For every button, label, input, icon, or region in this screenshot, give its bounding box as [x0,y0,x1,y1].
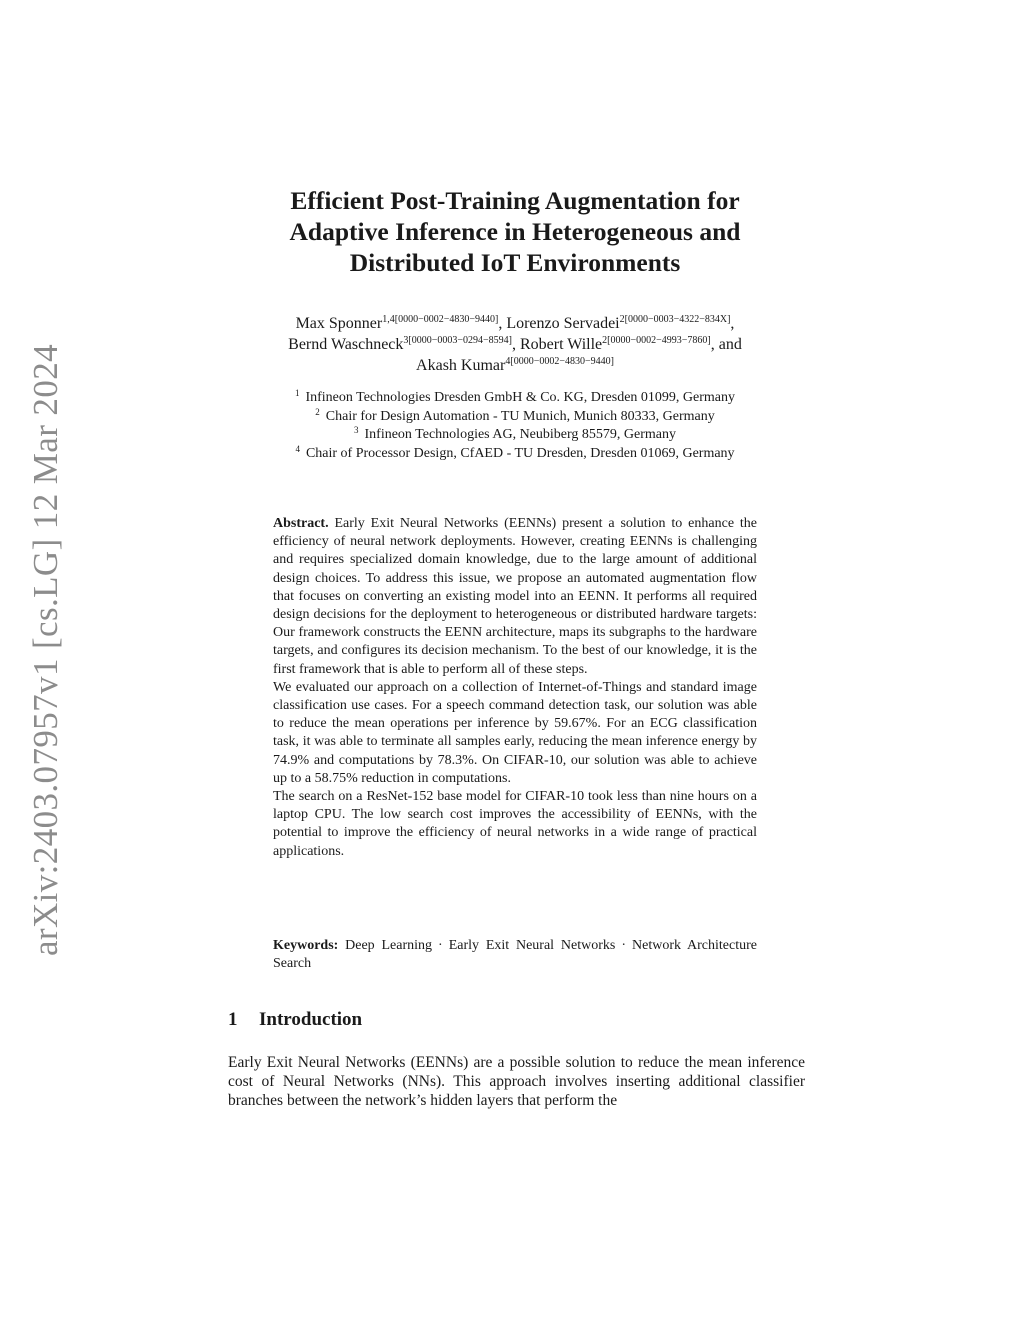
introduction-paragraph: Early Exit Neural Networks (EENNs) are a possible solution to reduce the mean inference cost of Neural Networks (NNs). This approach involves inserting additional classifier branches between the network’s hidden layers that perform the [228,1054,805,1109]
affiliation-text: Chair for Design Automation - TU Munich, Munich 80333, Germany [325,408,715,424]
title-line: Efficient Post-Training Augmentation for [290,186,740,215]
author-line [200,334,830,355]
author-separator: , [730,315,735,332]
arxiv-identifier-stamp [24,343,68,957]
affiliation-text: Chair of Processor Design, CfAED - TU Dresden, Dresden 01069, Germany [305,445,735,461]
abstract-paragraph: We evaluated our approach on a collection of Internet-of-Things and standard image classification use cases. For a speech command detection task, our solution was able to reduce the mean operations per inference by 59.67%. For an ECG classification task, it was able to terminate all samples early, reducing the mean inference energy by 74.9% and computations by 78.3%. On CIFAR-10, our solution was able to achieve up to a 58.75% reduction in computations. [273,679,757,786]
affiliation-item [200,408,830,427]
author-superscript: 2[0000−0002−4993−7860] [602,335,711,346]
keyword-item: Deep Learning [345,938,433,953]
affiliation-number: 1 [294,388,300,398]
affiliation-number: 4 [295,443,300,454]
keyword-item: Network Architecture Search [273,938,757,972]
author-superscript: 1,4[0000−0002−4830−9440] [382,314,499,325]
author-list [200,313,830,376]
author-name: Max Sponner [295,315,383,332]
author-name: Akash Kumar [416,357,506,374]
author-line [200,355,830,376]
author-superscript: 3[0000−0003−0294−8594] [403,335,512,346]
affiliation-number: 3 [354,425,359,435]
affiliation-text: Infineon Technologies Dresden GmbH & Co. KG, Dresden 01099, Germany [305,390,736,405]
arxiv-identifier-text: arXiv:2403.07957v1 [cs.LG] 12 Mar 2024 [26,343,66,957]
abstract [273,515,757,861]
introduction-body [228,1054,805,1110]
title-line: Adaptive Inference in Heterogeneous and [289,217,741,246]
affiliation-list [200,389,830,463]
title-line: Distributed IoT Environments [349,248,681,277]
section-title: Introduction [259,1009,363,1030]
author-separator: , [498,315,507,332]
author-line [200,313,830,334]
author-superscript: 4[0000−0002−4830−9440] [505,356,614,367]
author-name: Robert Wille [520,336,603,353]
author-superscript: 2[0000−0003−4322−834X] [619,314,731,325]
author-separator: , and [710,336,742,353]
abstract-text: Early Exit Neural Networks (EENNs) present a solution to enhance the efficiency of neural network deployments. However, creating EENNs is challenging and requires specialized domain knowledge, due to the large amount of additional design choices. To address this issue, we propose an automated augmentation flow that focuses on converting an existing model into an EENN. It performs all required design decisions for the deployment to heterogeneous or distributed hardware targets: Our framework constructs the EENN architecture, maps its subgraphs to the hardware targets, and configures its decision mechanism. To the best of our knowledge, it is the first framework that is able to perform all of these steps. [273,516,757,677]
keyword-item: Early Exit Neural Networks [448,938,616,953]
affiliation-text: Infineon Technologies AG, Neubiberg 85579, Germany [364,427,676,442]
author-name: Lorenzo Servadei [506,315,620,332]
affiliation-item [200,426,830,445]
keywords [273,937,757,973]
abstract-paragraph: The search on a ResNet-152 base model for CIFAR-10 took less than nine hours on a laptop CPU. The low search cost improves the accessibility of EENNs, with the potential to improve the efficiency of neural networks in a wide range of practical applications. [273,789,757,859]
section-number: 1 [228,1009,238,1030]
affiliation-number: 2 [315,406,320,417]
affiliation-item [200,389,830,408]
author-separator: , [512,336,520,353]
abstract-paragraph [273,515,757,679]
affiliation-item [200,445,830,464]
paper-title [200,185,830,278]
author-name: Bernd Waschneck [288,336,404,353]
keywords-label: Keywords: [273,938,339,953]
section-heading-introduction [228,1009,362,1031]
keyword-separator: · [438,938,443,953]
abstract-label: Abstract. [273,516,329,531]
keyword-separator: · [621,938,626,953]
